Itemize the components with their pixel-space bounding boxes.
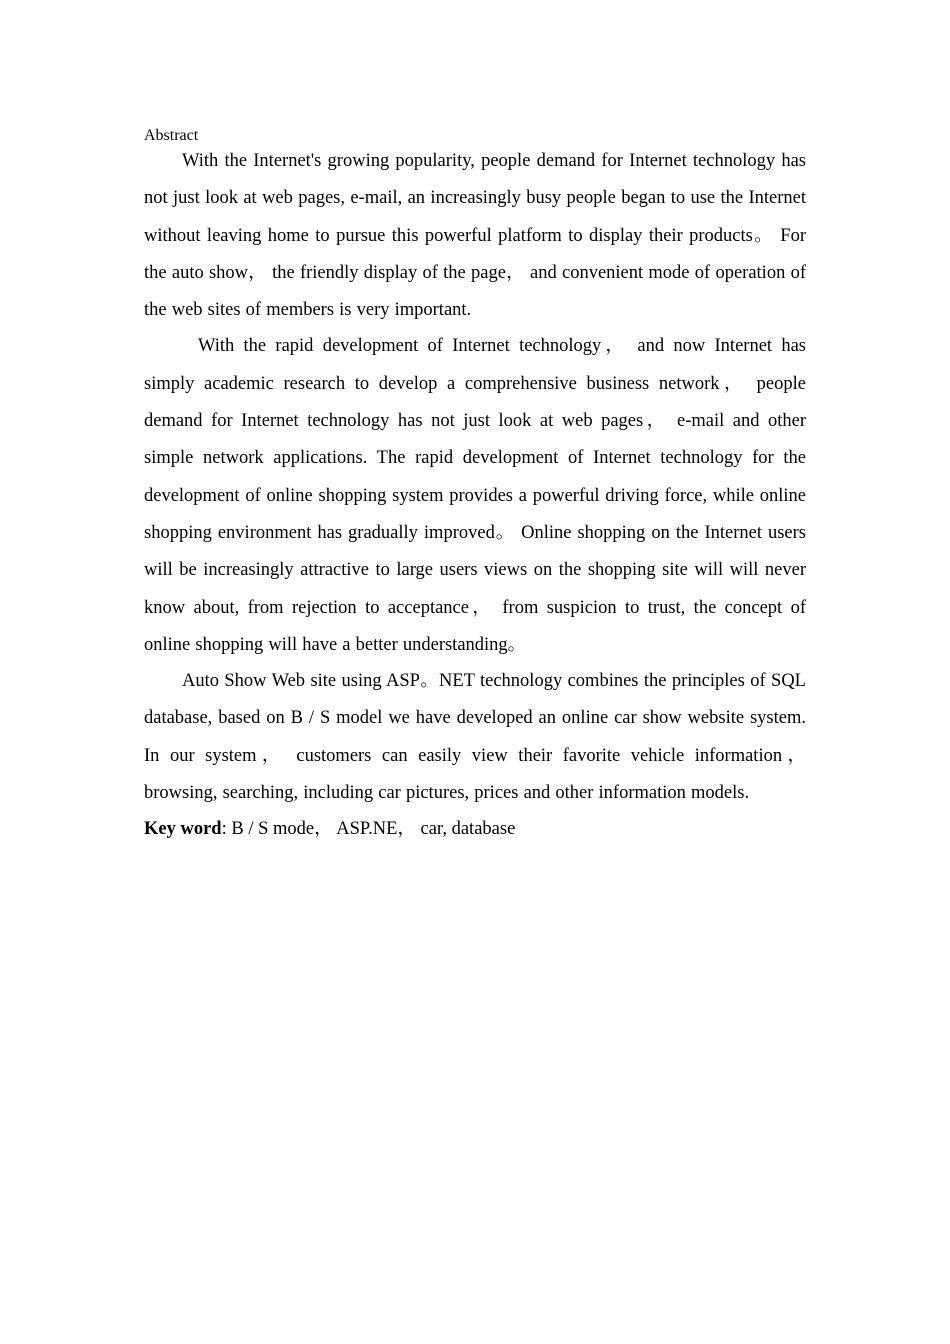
keywords-label: Key word: [144, 819, 222, 840]
abstract-page: [144, 126, 806, 849]
abstract-heading: Abstract: [144, 127, 199, 144]
abstract-paragraph-1: With the Internet's growing popularity, people demand for Internet technology has not just look at web pages, e-mail, an increasingly busy people began to use the Internet without leaving home to pursue this powerful platform to display their products。 For the auto show， the friendly display of the page， and convenient mode of operation of the web sites of members is very important.: [144, 151, 806, 321]
keywords-text: : B / S mode， ASP.NE， car, database: [221, 819, 516, 840]
keywords-line: [144, 811, 806, 848]
abstract-paragraph-2: With the rapid development of Internet technology， and now Internet has simply academic research to develop a comprehensive business network， people demand for Internet technology has not just look at web pages， e-mail and other simple network applications. The rapid development of Internet technology for the development of online shopping system provides a powerful driving force, while online shopping environment has gradually improved。 Online shopping on the Internet users will be increasingly attractive to large users views on the shopping site will will never know about, from rejection to acceptance， from suspicion to trust, the concept of online shopping will have a better understanding。: [144, 336, 806, 655]
abstract-paragraph-3: Auto Show Web site using ASP。NET technology combines the principles of SQL database, based on B / S model we have developed an online car show website system. In our system， customers can easily view their favorite vehicle information， browsing, searching, including car pictures, prices and other information models.: [144, 671, 806, 804]
